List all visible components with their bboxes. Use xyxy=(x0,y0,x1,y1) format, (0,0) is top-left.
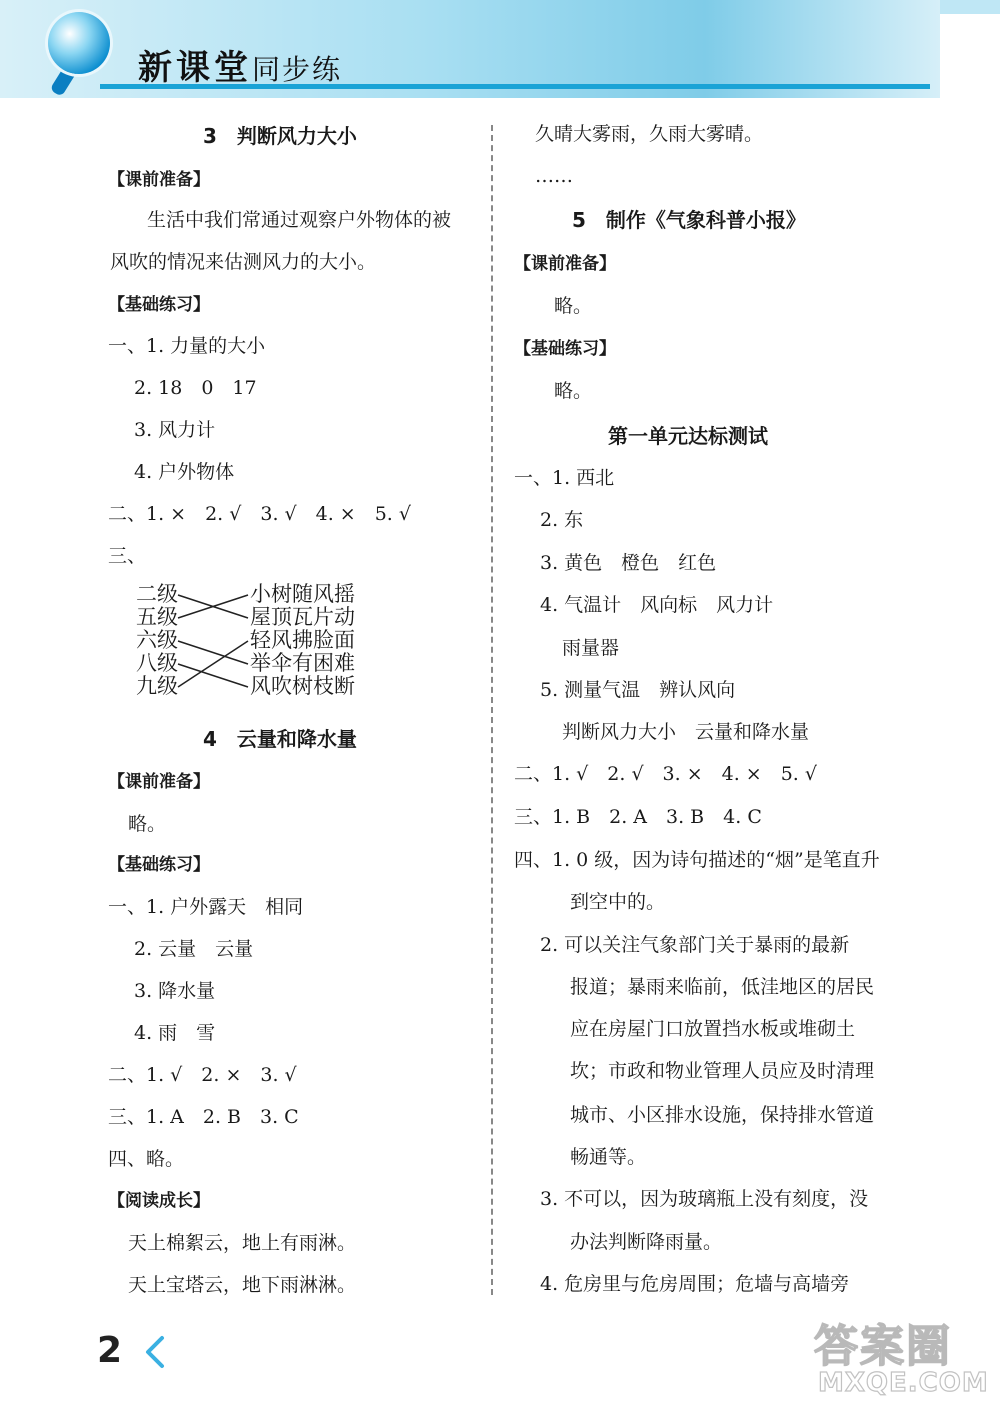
test-answer-3: 三、1. B 2. A 3. B 4. C xyxy=(514,806,762,828)
section-3-basic-tag: 【基础练习】 xyxy=(108,295,210,315)
s3-answer-1-2: 2. 18 0 17 xyxy=(134,377,257,399)
test-answer-4-2c: 应在房屋门口放置挡水板或堆砌土 xyxy=(570,1018,856,1040)
test-answer-1-5b: 判断风力大小 云量和降水量 xyxy=(562,721,810,743)
book-title-light: 同步练 xyxy=(252,53,343,86)
proverb-continued: 久晴大雾雨，久雨大雾晴。 xyxy=(535,123,764,145)
section-5-title: 5 制作《气象科普小报》 xyxy=(572,208,806,232)
s3-answer-1-3: 3. 风力计 xyxy=(134,419,216,441)
test-answer-1-4b: 雨量器 xyxy=(562,637,620,659)
section-5-prep-tag: 【课前准备】 xyxy=(514,254,616,274)
s3-answer-1-4: 4. 户外物体 xyxy=(134,461,235,483)
watermark-url: MXQE.COM xyxy=(818,1368,989,1398)
s4-answer-2: 二、1. √ 2. × 3. √ xyxy=(108,1064,297,1086)
book-title-bold: 新课堂 xyxy=(138,48,252,88)
match-line-3 xyxy=(178,641,248,664)
watermark-logo-text: 答案圈 xyxy=(814,1321,952,1372)
ellipsis: …… xyxy=(535,165,573,187)
section-5-prep-text: 略。 xyxy=(554,295,593,317)
match-left-3: 八级 xyxy=(136,651,178,675)
test-answer-4-3a: 3. 不可以，因为玻璃瓶上没有刻度，没 xyxy=(540,1188,869,1210)
match-right-1: 屋顶瓦片动 xyxy=(250,605,355,629)
match-left-1: 五级 xyxy=(136,605,178,629)
section-3-prep-text-1: 生活中我们常通过观察户外物体的被 xyxy=(147,209,452,231)
watermark xyxy=(800,1308,990,1408)
section-4-reading-tag: 【阅读成长】 xyxy=(108,1191,210,1211)
test-answer-1-3: 3. 黄色 橙色 红色 xyxy=(540,552,717,574)
matching-diagram xyxy=(130,583,390,703)
book-title xyxy=(138,40,342,89)
s3-answer-3-label: 三、 xyxy=(108,545,147,567)
test-answer-4-4a: 4. 危房里与危房周围；危墙与高墙旁 xyxy=(540,1273,850,1295)
match-line-5 xyxy=(178,641,248,687)
test-answer-4-2e: 城市、小区排水设施，保持排水管道 xyxy=(570,1104,875,1126)
match-right-4: 风吹树枝断 xyxy=(250,674,355,698)
match-left-4: 九级 xyxy=(136,674,178,698)
test-answer-4-1a: 四、1. 0 级，因为诗句描述的“烟”是笔直升 xyxy=(514,849,880,871)
section-5-basic-text: 略。 xyxy=(554,380,593,402)
test-answer-1-4a: 4. 气温计 风向标 风力计 xyxy=(540,594,774,616)
magnifier-logo-icon xyxy=(48,12,110,74)
match-left-0: 二级 xyxy=(136,582,178,606)
section-4-prep-tag: 【课前准备】 xyxy=(108,772,210,792)
test-answer-2: 二、1. √ 2. √ 3. × 4. × 5. √ xyxy=(514,763,817,785)
s4-answer-1-4: 4. 雨 雪 xyxy=(134,1022,216,1044)
test-answer-1-1: 一、1. 西北 xyxy=(514,467,615,489)
test-answer-4-1b: 到空中的。 xyxy=(570,891,666,913)
unit-test-title: 第一单元达标测试 xyxy=(608,424,768,448)
match-right-3: 举伞有困难 xyxy=(250,651,355,675)
match-right-0: 小树随风摇 xyxy=(250,582,355,606)
match-right-2: 轻风拂脸面 xyxy=(250,628,355,652)
section-4-basic-tag: 【基础练习】 xyxy=(108,855,210,875)
s4-answer-1-1: 一、1. 户外露天 相同 xyxy=(108,896,304,918)
reading-proverb-1: 天上棉絮云，地上有雨淋。 xyxy=(128,1232,357,1254)
s3-answer-1-1: 一、1. 力量的大小 xyxy=(108,335,266,357)
test-answer-4-2b: 报道；暴雨来临前，低洼地区的居民 xyxy=(570,976,875,998)
match-line-4 xyxy=(178,664,248,687)
column-divider xyxy=(491,125,493,1295)
section-4-title: 4 云量和降水量 xyxy=(203,727,357,751)
section-3-title: 3 判断风力大小 xyxy=(203,124,357,148)
s4-answer-3: 三、1. A 2. B 3. C xyxy=(108,1106,299,1128)
s4-answer-4: 四、略。 xyxy=(108,1148,185,1170)
test-answer-4-2a: 2. 可以关注气象部门关于暴雨的最新 xyxy=(540,934,850,956)
test-answer-4-2d: 坎；市政和物业管理人员应及时清理 xyxy=(570,1060,875,1082)
page-number: 2 xyxy=(97,1330,123,1371)
test-answer-1-5a: 5. 测量气温 辨认风向 xyxy=(540,679,736,701)
test-answer-1-2: 2. 东 xyxy=(540,509,584,531)
section-4-prep-text: 略。 xyxy=(128,813,167,835)
s4-answer-1-2: 2. 云量 云量 xyxy=(134,938,254,960)
page-header xyxy=(0,0,1000,100)
s4-answer-1-3: 3. 降水量 xyxy=(134,980,216,1002)
section-3-prep-tag: 【课前准备】 xyxy=(108,170,210,190)
section-3-prep-text-2: 风吹的情况来估测风力的大小。 xyxy=(110,251,377,273)
reading-proverb-2: 天上宝塔云，地下雨淋淋。 xyxy=(128,1274,357,1296)
match-left-2: 六级 xyxy=(136,628,178,652)
test-answer-4-3b: 办法判断降雨量。 xyxy=(570,1231,723,1253)
test-answer-4-2f: 畅通等。 xyxy=(570,1146,647,1168)
section-5-basic-tag: 【基础练习】 xyxy=(514,339,616,359)
s3-answer-2: 二、1. × 2. √ 3. √ 4. × 5. √ xyxy=(108,503,411,525)
chevron-left-icon xyxy=(140,1334,170,1370)
